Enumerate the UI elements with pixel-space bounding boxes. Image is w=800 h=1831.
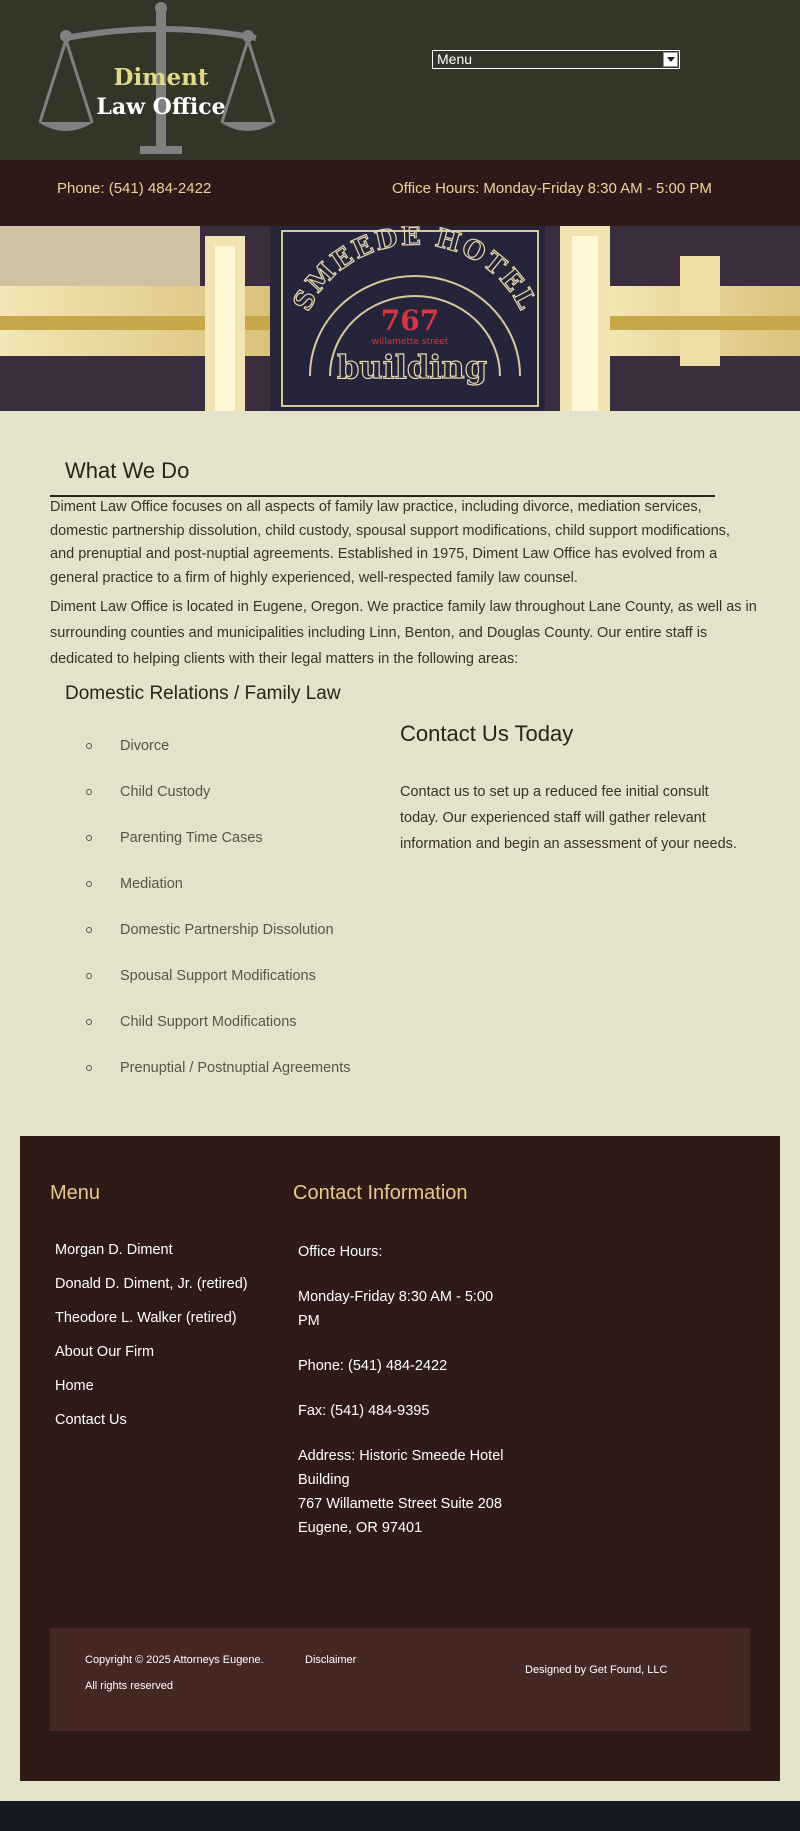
footer-phone[interactable]: Phone: (541) 484-2422 bbox=[298, 1358, 448, 1374]
footer-address-line1: Address: Historic Smeede Hotel Building bbox=[298, 1448, 504, 1488]
footer-link[interactable]: Donald D. Diment, Jr. (retired) bbox=[55, 1276, 248, 1292]
practice-area-label: Domestic Partnership Dissolution bbox=[120, 922, 334, 938]
hero-sign-street: willamette street bbox=[371, 337, 449, 347]
rights-text: All rights reserved bbox=[85, 1680, 174, 1692]
logo-subtitle: Law Office bbox=[96, 94, 226, 120]
copyright-box bbox=[50, 1628, 750, 1731]
office-hours-value: Monday-Friday 8:30 AM - 5:00 PM bbox=[298, 1289, 494, 1329]
bullet-icon bbox=[86, 973, 92, 979]
header-phone[interactable]: Phone: (541) 484-2422 bbox=[57, 180, 212, 197]
practice-area-label: Divorce bbox=[120, 738, 170, 754]
hero-sign-text: SMEEDE HOTEL bbox=[287, 226, 543, 316]
bullet-icon bbox=[86, 881, 92, 887]
practice-area-label: Child Custody bbox=[120, 784, 211, 800]
list-item[interactable] bbox=[80, 1053, 351, 1099]
copyright-text: Copyright © 2025 Attorneys Eugene. bbox=[85, 1654, 264, 1666]
footer-contact-info bbox=[298, 1240, 518, 1540]
logo-title: Diment bbox=[113, 64, 209, 91]
bullet-icon bbox=[86, 835, 92, 841]
footer-link[interactable]: Home bbox=[55, 1378, 94, 1394]
footer-address-line2: 767 Willamette Street Suite 208 bbox=[298, 1496, 502, 1512]
bullet-icon bbox=[86, 1019, 92, 1025]
location-paragraph: Diment Law Office is located in Eugene, Oregon. We practice family law throughout Lane County, as well as in surrounding counties and municipalities including Linn, Benton, and Douglas County. Our entire staff is dedicated to helping clients with their legal matters in the following areas: bbox=[50, 599, 757, 667]
practice-area-label: Prenuptial / Postnuptial Agreements bbox=[120, 1060, 351, 1076]
info-bar bbox=[0, 160, 800, 226]
bullet-icon bbox=[86, 927, 92, 933]
practice-areas-list bbox=[80, 731, 351, 1099]
list-item[interactable] bbox=[80, 731, 351, 777]
logo[interactable] bbox=[36, 0, 286, 160]
nav-menu-select[interactable] bbox=[432, 50, 680, 69]
footer bbox=[20, 1136, 780, 1781]
designed-by-link[interactable]: Designed by Get Found, LLC bbox=[525, 1664, 668, 1676]
practice-area-label: Child Support Modifications bbox=[120, 1014, 297, 1030]
practice-area-label: Mediation bbox=[120, 876, 183, 892]
what-we-do-heading: What We Do bbox=[65, 458, 190, 483]
list-item[interactable] bbox=[80, 777, 351, 823]
office-hours-label: Office Hours: bbox=[298, 1244, 383, 1260]
footer-contact-heading: Contact Information bbox=[293, 1182, 468, 1204]
header-office-hours: Office Hours: Monday-Friday 8:30 AM - 5:00 PM bbox=[392, 180, 712, 197]
footer-address-line3: Eugene, OR 97401 bbox=[298, 1520, 423, 1536]
contact-us-heading: Contact Us Today bbox=[400, 721, 574, 746]
chevron-down-icon[interactable] bbox=[663, 52, 678, 67]
footer-link[interactable]: Contact Us bbox=[55, 1412, 127, 1428]
footer-menu-heading: Menu bbox=[50, 1182, 101, 1204]
bullet-icon bbox=[86, 789, 92, 795]
bullet-icon bbox=[86, 1065, 92, 1071]
hero-sign-number: 767 bbox=[380, 304, 440, 337]
list-item[interactable] bbox=[80, 1007, 351, 1053]
header bbox=[0, 0, 800, 160]
disclaimer-link[interactable]: Disclaimer bbox=[305, 1654, 357, 1666]
footer-link[interactable]: About Our Firm bbox=[55, 1344, 155, 1360]
list-item[interactable] bbox=[80, 915, 351, 961]
domestic-relations-heading: Domestic Relations / Family Law bbox=[65, 683, 341, 704]
contact-us-text: Contact us to set up a reduced fee initial consult today. Our experienced staff will gather relevant information and begin an assessment of your needs. bbox=[400, 784, 737, 852]
hero-image bbox=[0, 226, 800, 411]
list-item[interactable] bbox=[80, 961, 351, 1007]
practice-area-label: Spousal Support Modifications bbox=[120, 968, 316, 984]
footer-menu bbox=[55, 1240, 248, 1444]
list-item[interactable] bbox=[80, 869, 351, 915]
nav-menu-label: Menu bbox=[437, 51, 473, 67]
bottom-bar bbox=[0, 1801, 800, 1831]
list-item[interactable] bbox=[80, 823, 351, 869]
hero-sign-building: building bbox=[336, 348, 488, 386]
footer-link[interactable]: Morgan D. Diment bbox=[55, 1242, 173, 1258]
practice-area-label: Parenting Time Cases bbox=[120, 830, 263, 846]
footer-fax: Fax: (541) 484-9395 bbox=[298, 1403, 430, 1419]
intro-paragraph: Diment Law Office focuses on all aspects of family law practice, including divorce, mediation services, domestic partnership dissolution, child custody, spousal support modifications, child support modifications, and prenuptial and post-nuptial agreements. Established in 1975, Diment Law Office has evolved from a general practice to a firm of highly experienced, well-respected family law counsel. bbox=[50, 499, 730, 586]
footer-link[interactable]: Theodore L. Walker (retired) bbox=[55, 1310, 237, 1326]
bullet-icon bbox=[86, 743, 92, 749]
